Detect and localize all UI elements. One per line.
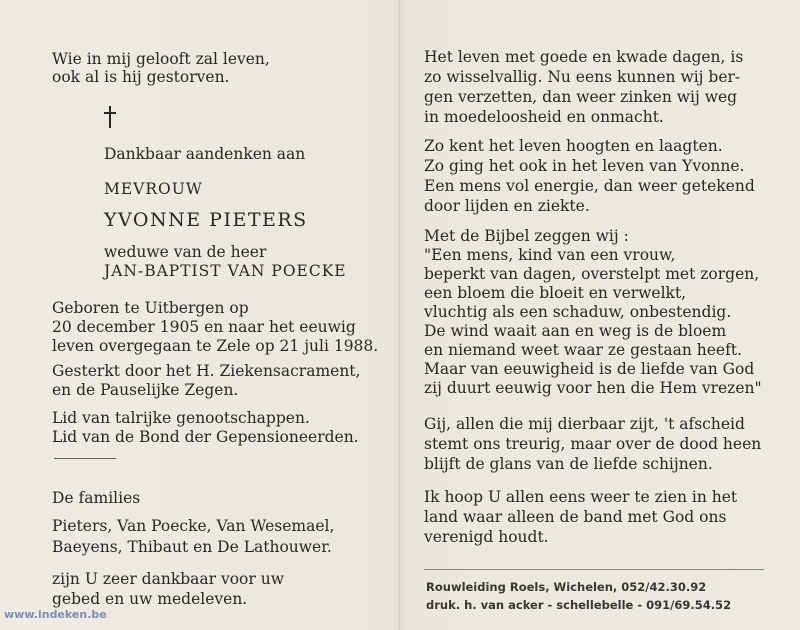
right-p1-line-1: Het leven met goede en kwade dagen, is [424, 48, 744, 66]
watermark: www.indeken.be [4, 608, 107, 621]
right-p1-line-4: in moedeloosheid en onmacht. [424, 108, 664, 126]
right-p1-line-3: gen verzetten, dan weer zinken wij weg [424, 88, 738, 106]
membership-line-2: Lid van de Bond der Gepensioneerden. [52, 428, 359, 446]
title-mevrouw: MEVROUW [104, 180, 203, 198]
sacrament-line-1: Gesterkt door het H. Ziekensacrament, [52, 362, 361, 380]
birth-line-1: Geboren te Uitbergen op [52, 299, 249, 317]
right-p2-line-4: door lijden en ziekte. [424, 197, 590, 215]
spouse-name: JAN-BAPTIST VAN POECKE [104, 262, 347, 280]
thanks-line-2: gebed en uw medeleven. [52, 590, 248, 608]
families-line-2: Baeyens, Thibaut en De Lathouwer. [52, 538, 332, 556]
birth-line-2: 20 december 1905 en naar het eeuwig [52, 318, 356, 336]
right-p5-line-1: Ik hoop U allen eens weer te zien in het [424, 488, 738, 506]
verse-line-2: ook al is hij gestorven. [52, 68, 230, 86]
right-p3-line-4: een bloem die bloeit en verwelkt, [424, 284, 687, 302]
families-line-1: Pieters, Van Poecke, Van Wesemael, [52, 517, 335, 535]
right-p3-line-2: "Een mens, kind van een vrouw, [424, 246, 676, 264]
right-p2-line-2: Zo ging het ook in het leven van Yvonne. [424, 157, 745, 175]
right-p3-line-8: Maar van eeuwigheid is de liefde van God [424, 360, 755, 378]
funeral-director: Rouwleiding Roels, Wichelen, 052/42.30.92 [426, 580, 707, 594]
right-p5-line-3: verenigd houdt. [424, 528, 549, 546]
right-p4-line-3: blijft de glans van de liefde schijnen. [424, 455, 713, 473]
right-p4-line-1: Gij, allen die mij dierbaar zijt, 't afscheid [424, 415, 745, 433]
right-p2-line-3: Een mens vol energie, dan weer getekend [424, 177, 755, 195]
spouse-intro: weduwe van de heer [104, 243, 267, 261]
right-p3-line-5: vluchtig als een schaduw, onbestendig. [424, 303, 732, 321]
divider [54, 458, 116, 459]
sacrament-line-2: en de Pauselijke Zegen. [52, 381, 239, 399]
verse-line-1: Wie in mij gelooft zal leven, [52, 50, 270, 68]
footer-divider [424, 569, 764, 570]
right-p2-line-1: Zo kent het leven hoogten en laagten. [424, 137, 723, 155]
right-p5-line-2: land waar alleen de band met God ons [424, 508, 727, 526]
dedication: Dankbaar aandenken aan [104, 145, 306, 163]
right-p4-line-2: stemt ons treurig, maar over de dood heen [424, 435, 762, 453]
right-p3-line-6: De wind waait aan en weg is de bloem [424, 322, 727, 340]
families-intro: De families [52, 489, 141, 507]
right-p3-line-3: beperkt van dagen, overstelpt met zorgen, [424, 265, 760, 283]
printer-credit: druk. h. van acker - schellebelle - 091/69.54.52 [426, 598, 732, 612]
deceased-name: YVONNE PIETERS [104, 209, 308, 231]
membership-line-1: Lid van talrijke genootschappen. [52, 409, 310, 427]
right-p1-line-2: zo wisselvallig. Nu eens kunnen wij ber- [424, 68, 741, 86]
right-p3-line-9: zij duurt eeuwig voor hen die Hem vrezen" [424, 379, 762, 397]
card-fold [398, 0, 401, 630]
birth-line-3: leven overgegaan te Zele op 21 juli 1988. [52, 337, 379, 355]
right-p3-line-7: en niemand weet waar ze gestaan heeft. [424, 341, 742, 359]
right-p3-line-1: Met de Bijbel zeggen wij : [424, 227, 629, 245]
thanks-line-1: zijn U zeer dankbaar voor uw [52, 570, 284, 588]
cross-icon [103, 106, 117, 130]
